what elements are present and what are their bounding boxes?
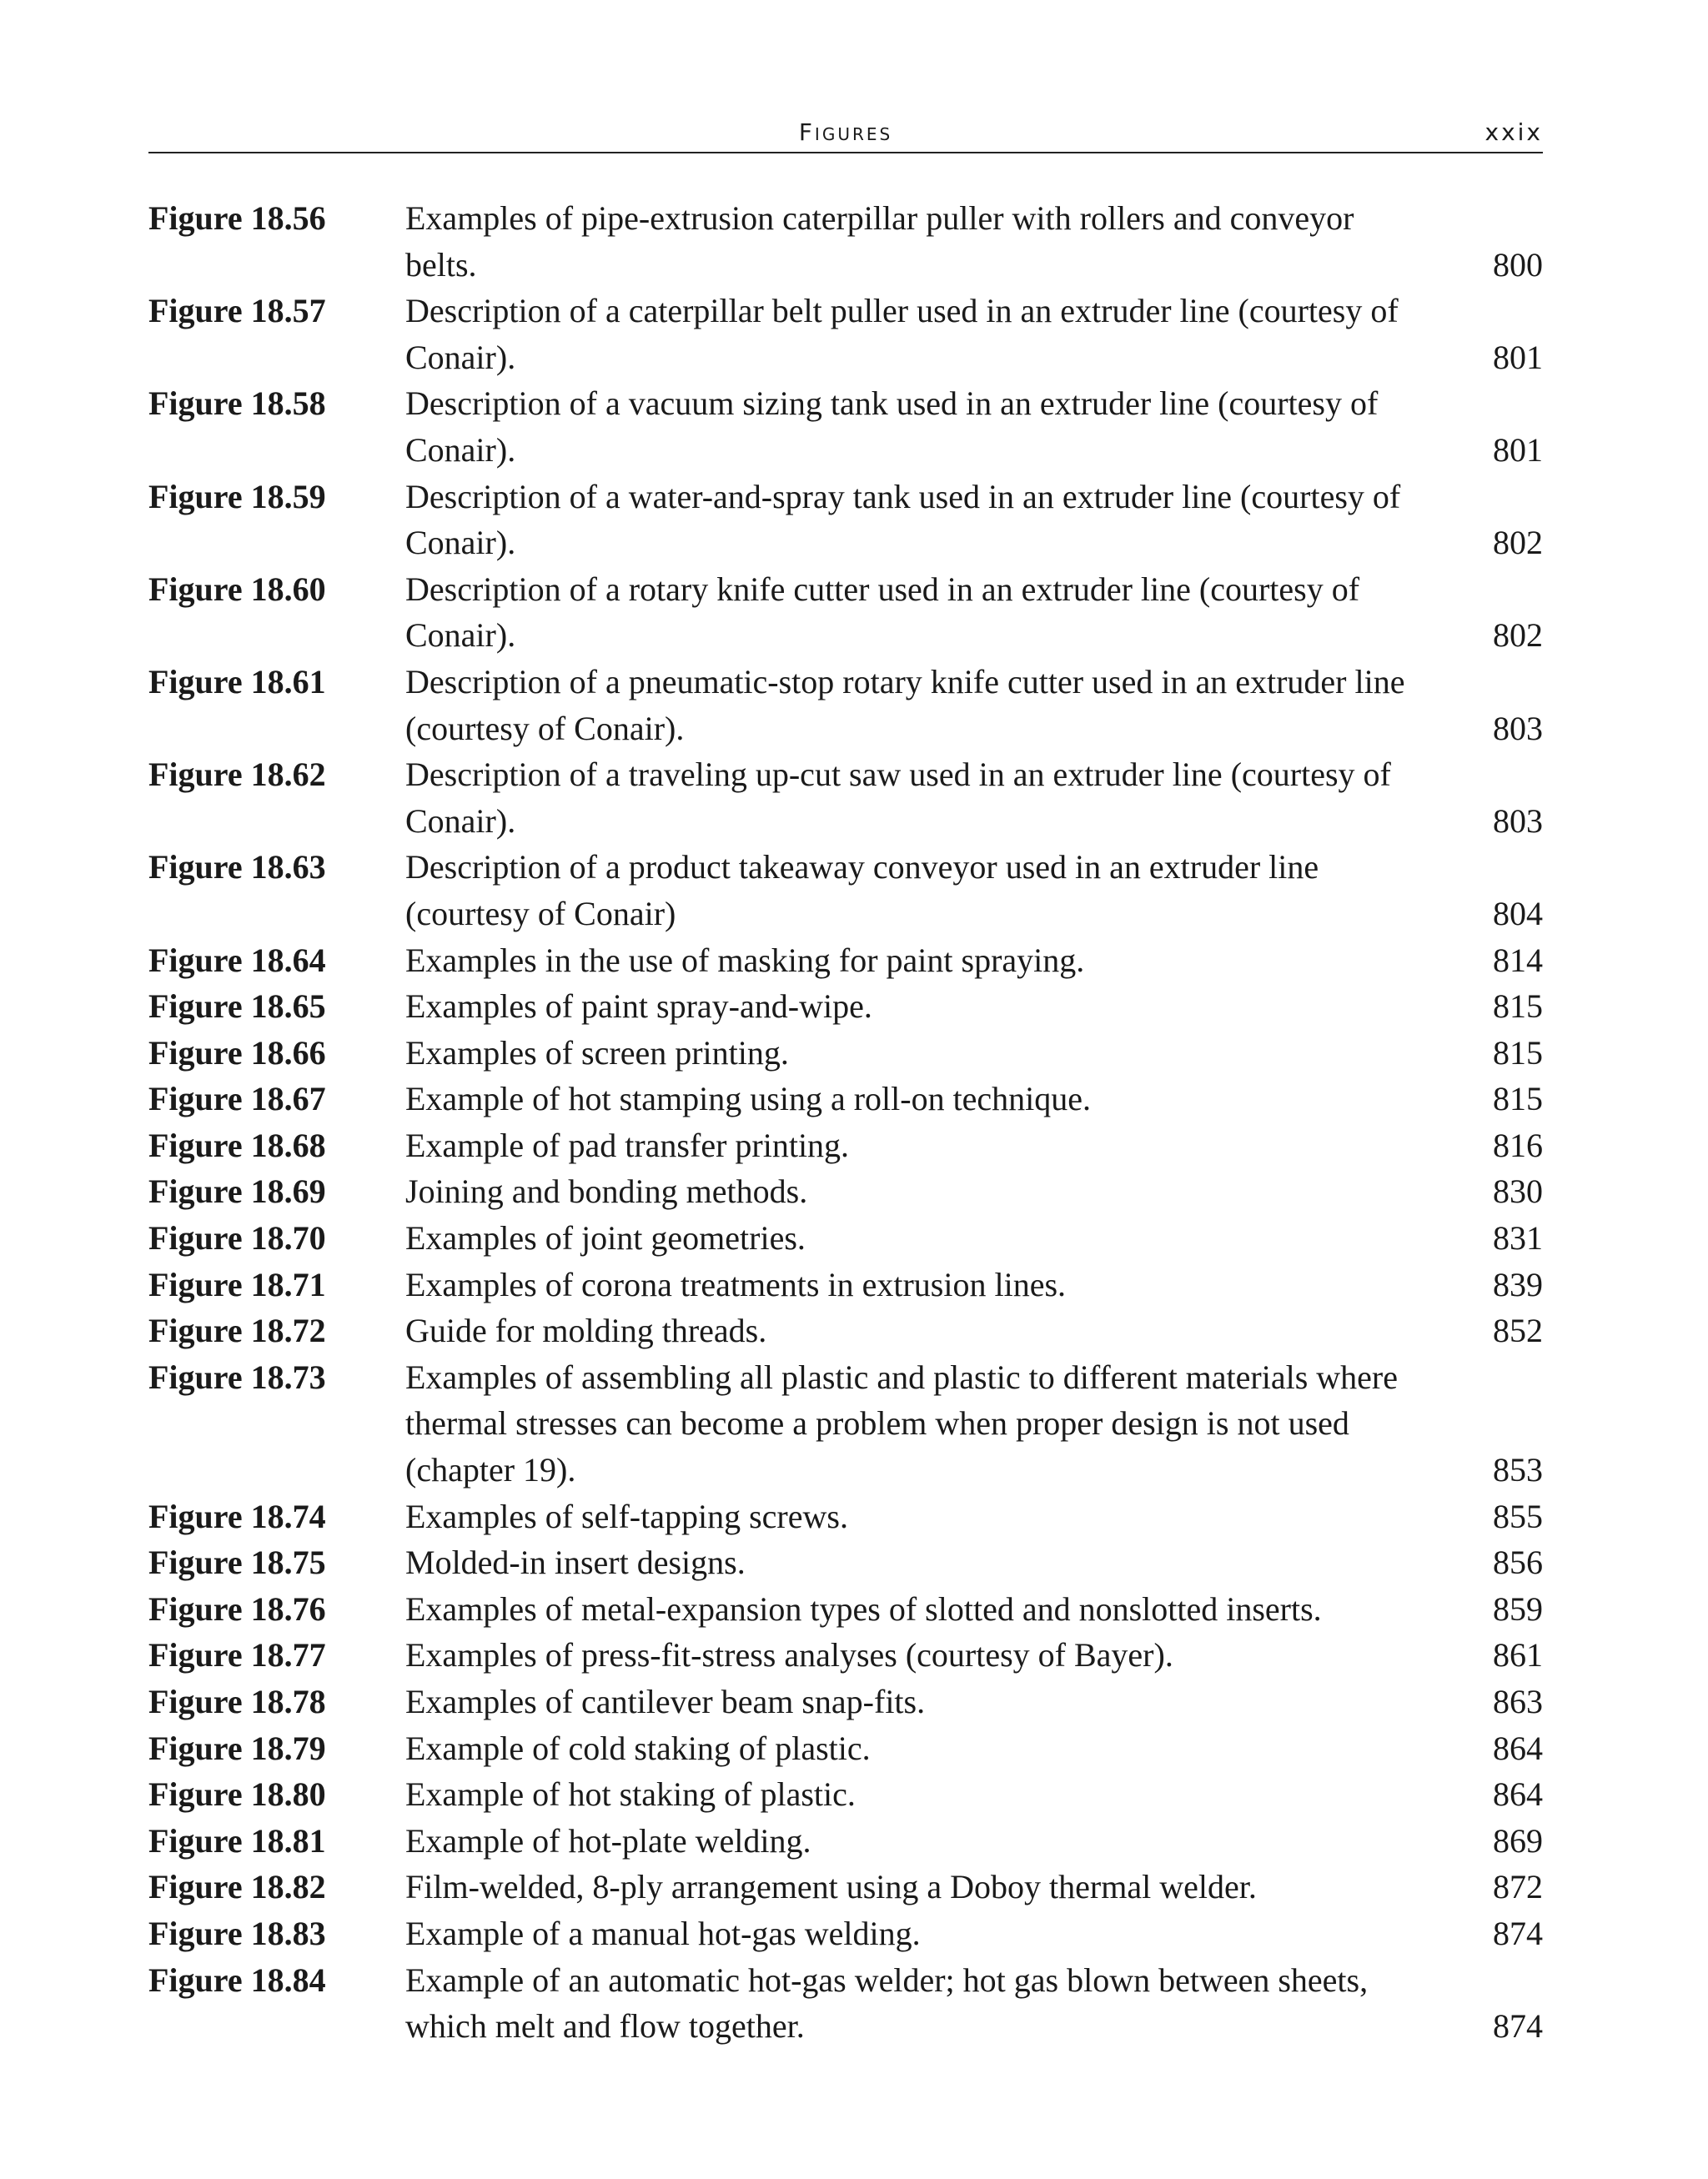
figure-description: Examples of paint spray-and-wipe. (405, 987, 872, 1026)
figure-label: Figure 18.75 (148, 1544, 326, 1582)
figure-description: Description of a caterpillar belt puller used in an extruder line (courtesy of Conair). (405, 292, 1399, 376)
figure-entry (148, 1494, 1543, 1540)
figure-page-number: 804 (1493, 894, 1543, 932)
figure-page-number: 830 (1493, 1172, 1543, 1211)
figure-description: Example of hot staking of plastic. (405, 1775, 856, 1814)
figure-description: Examples of pipe-extrusion caterpillar puller with rollers and conveyor belts. (405, 199, 1354, 284)
figure-entry (148, 1122, 1543, 1169)
figure-entry (148, 566, 1543, 659)
document-page (148, 117, 1543, 2050)
figure-label: Figure 18.63 (148, 848, 326, 886)
figure-entry (148, 474, 1543, 566)
figure-description: Example of an automatic hot-gas welder; hot gas blown between sheets, which melt and flow together. (405, 1961, 1369, 2046)
figure-description: Examples of press-fit-stress analyses (courtesy of Bayer). (405, 1636, 1173, 1674)
figure-label: Figure 18.56 (148, 199, 326, 237)
figure-page-number: 803 (1493, 801, 1543, 840)
list-of-figures (148, 195, 1543, 2050)
figure-page-number: 856 (1493, 1544, 1543, 1582)
figure-entry (148, 1632, 1543, 1679)
figure-entry (148, 659, 1543, 751)
figure-page-number: 839 (1493, 1265, 1543, 1303)
figure-page-number: 852 (1493, 1312, 1543, 1350)
figure-label: Figure 18.81 (148, 1821, 326, 1860)
figure-label: Figure 18.61 (148, 662, 326, 700)
figure-description: Examples of screen printing. (405, 1033, 789, 1072)
figure-description: Molded-in insert designs. (405, 1544, 746, 1582)
figure-description: Description of a pneumatic-stop rotary knife cutter used in an extruder line (courtesy of Conair). (405, 662, 1405, 747)
figure-description: Examples of metal-expansion types of slotted and nonslotted inserts. (405, 1589, 1322, 1628)
figure-description: Joining and bonding methods. (405, 1172, 808, 1211)
figure-label: Figure 18.79 (148, 1729, 326, 1767)
figure-entry (148, 1030, 1543, 1077)
figure-label: Figure 18.64 (148, 941, 326, 979)
figure-label: Figure 18.78 (148, 1683, 326, 1720)
figure-page-number: 815 (1493, 1080, 1543, 1118)
figure-label: Figure 18.76 (148, 1589, 326, 1628)
figure-label: Figure 18.84 (148, 1961, 326, 1999)
figure-entry (148, 380, 1543, 473)
figure-description: Description of a rotary knife cutter used in an extruder line (courtesy of Conair). (405, 570, 1360, 655)
figure-label: Figure 18.82 (148, 1868, 326, 1906)
figure-label: Figure 18.70 (148, 1219, 326, 1258)
figure-label: Figure 18.68 (148, 1126, 326, 1164)
figure-page-number: 859 (1493, 1589, 1543, 1628)
figure-description: Example of hot stamping using a roll-on technique. (405, 1080, 1092, 1118)
figure-entry (148, 1539, 1543, 1586)
figure-entry (148, 1910, 1543, 1957)
figure-entry (148, 1308, 1543, 1354)
figure-entry (148, 1168, 1543, 1215)
figure-description: Description of a vacuum sizing tank used in an extruder line (courtesy of Conair). (405, 384, 1379, 469)
figure-entry (148, 1262, 1543, 1308)
figure-entry (148, 1864, 1543, 1910)
figure-description: Example of hot-plate welding. (405, 1821, 811, 1860)
figure-description: Examples of self-tapping screws. (405, 1497, 848, 1535)
figure-description: Guide for molding threads. (405, 1312, 767, 1350)
figure-page-number: 869 (1493, 1821, 1543, 1860)
figure-label: Figure 18.83 (148, 1914, 326, 1952)
figure-label: Figure 18.66 (148, 1033, 326, 1072)
figure-description: Example of a manual hot-gas welding. (405, 1914, 921, 1952)
figure-page-number: 855 (1493, 1497, 1543, 1535)
figure-page-number: 861 (1493, 1636, 1543, 1674)
figure-page-number: 874 (1493, 2007, 1543, 2046)
figure-entry (148, 937, 1543, 984)
figure-page-number: 801 (1493, 430, 1543, 469)
figure-entry (148, 844, 1543, 936)
figure-page-number: 815 (1493, 987, 1543, 1026)
figure-entry (148, 1679, 1543, 1725)
figure-label: Figure 18.77 (148, 1636, 326, 1674)
figure-page-number: 803 (1493, 709, 1543, 747)
figure-label: Figure 18.67 (148, 1080, 326, 1118)
figure-entry (148, 751, 1543, 844)
figure-page-number: 814 (1493, 941, 1543, 979)
figure-description: Description of a traveling up-cut saw used in an extruder line (courtesy of Conair). (405, 756, 1391, 840)
figure-label: Figure 18.73 (148, 1358, 326, 1396)
figure-page-number: 874 (1493, 1914, 1543, 1952)
figure-page-number: 816 (1493, 1126, 1543, 1164)
figure-label: Figure 18.72 (148, 1312, 326, 1350)
figure-entry (148, 1354, 1543, 1494)
figure-description: Film-welded, 8-ply arrangement using a Doboy thermal welder. (405, 1868, 1257, 1906)
figure-entry (148, 195, 1543, 288)
running-header (148, 117, 1543, 153)
figure-entry (148, 1771, 1543, 1818)
figure-label: Figure 18.57 (148, 292, 326, 330)
figure-description: Examples of joint geometries. (405, 1219, 806, 1258)
header-title: Figures (798, 118, 893, 146)
figure-entry (148, 1725, 1543, 1772)
figure-page-number: 801 (1493, 338, 1543, 376)
figure-entry (148, 1818, 1543, 1865)
figure-label: Figure 18.62 (148, 756, 326, 794)
figure-description: Description of a product takeaway conveyor used in an extruder line (courtesy of Conair) (405, 848, 1319, 932)
figure-label: Figure 18.59 (148, 477, 326, 515)
figure-page-number: 800 (1493, 245, 1543, 284)
figure-entry (148, 1215, 1543, 1262)
figure-page-number: 864 (1493, 1729, 1543, 1767)
figure-page-number: 872 (1493, 1868, 1543, 1906)
figure-label: Figure 18.74 (148, 1497, 326, 1535)
figure-description: Example of cold staking of plastic. (405, 1729, 871, 1767)
figure-description: Example of pad transfer printing. (405, 1126, 850, 1164)
figure-page-number: 864 (1493, 1775, 1543, 1814)
figure-label: Figure 18.71 (148, 1265, 326, 1303)
header-page-number: xxix (1484, 118, 1543, 146)
figure-page-number: 815 (1493, 1033, 1543, 1072)
figure-label: Figure 18.60 (148, 570, 326, 608)
figure-label: Figure 18.58 (148, 384, 326, 423)
figure-label: Figure 18.69 (148, 1172, 326, 1211)
figure-entry (148, 1076, 1543, 1122)
figure-description: Examples in the use of masking for paint spraying. (405, 941, 1085, 979)
figure-description: Examples of corona treatments in extrusion lines. (405, 1265, 1067, 1303)
figure-entry (148, 1957, 1543, 2050)
figure-description: Examples of cantilever beam snap-fits. (405, 1683, 926, 1720)
figure-entry (148, 1586, 1543, 1633)
figure-page-number: 802 (1493, 524, 1543, 562)
figure-page-number: 863 (1493, 1683, 1543, 1720)
figure-description: Description of a water-and-spray tank used in an extruder line (courtesy of Conair). (405, 477, 1401, 562)
figure-entry (148, 983, 1543, 1030)
figure-entry (148, 288, 1543, 380)
figure-page-number: 802 (1493, 616, 1543, 655)
figure-page-number: 831 (1493, 1219, 1543, 1258)
figure-page-number: 853 (1493, 1451, 1543, 1489)
figure-label: Figure 18.80 (148, 1775, 326, 1814)
figure-label: Figure 18.65 (148, 987, 326, 1026)
figure-description: Examples of assembling all plastic and plastic to different materials where thermal stresses can become a problem when proper design is not used (chapter 19). (405, 1358, 1398, 1489)
